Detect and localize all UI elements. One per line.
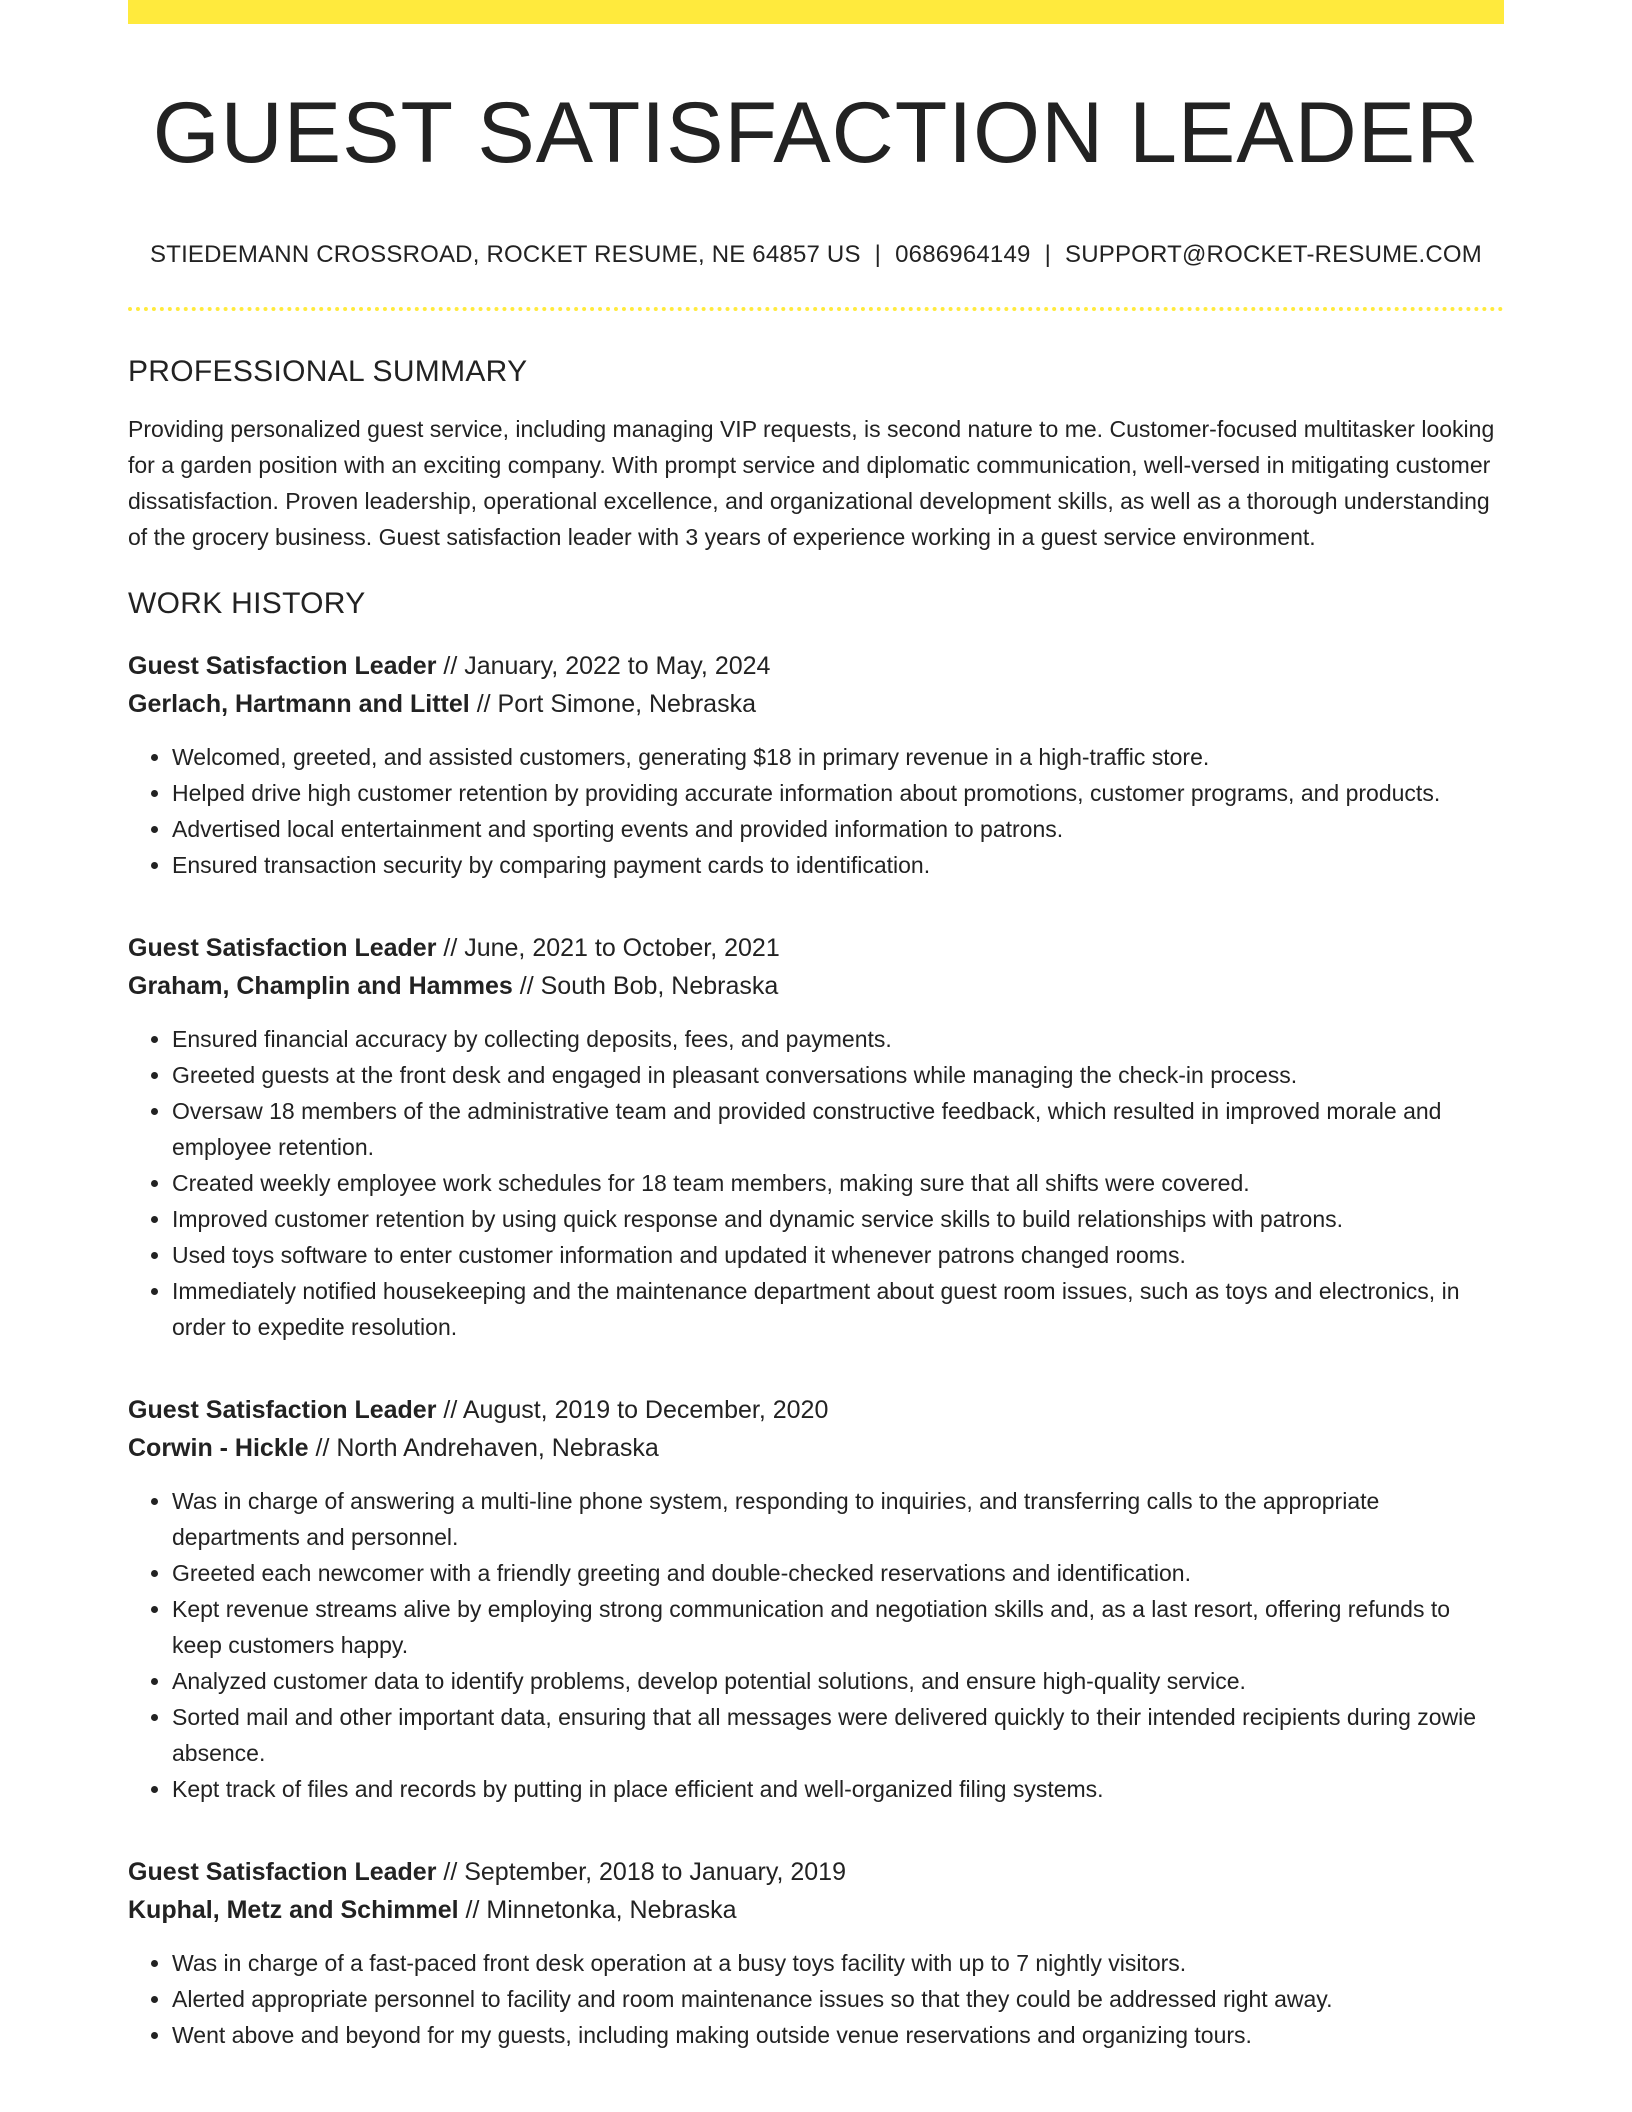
job-bullet: • Kept revenue streams alive by employing strong communication and negotiation skills and, as a last resort, offering refunds to keep customers happy.	[172, 1591, 1504, 1663]
job-role: Guest Satisfaction Leader	[128, 651, 437, 680]
job-company-line	[128, 1891, 1504, 1929]
job-bullet: • Was in charge of a fast-paced front desk operation at a busy toys facility with up to 7 nightly visitors.	[172, 1945, 1504, 1981]
job-role: Guest Satisfaction Leader	[128, 933, 437, 962]
contact-separator: |	[874, 240, 882, 268]
dotted-divider	[128, 307, 1504, 311]
job-role-line	[128, 929, 1504, 967]
contact-separator: |	[1044, 240, 1052, 268]
contact-line	[128, 241, 1504, 269]
job-bullet: • Sorted mail and other important data, ensuring that all messages were delivered quickly to their intended recipients during zowie absence.	[172, 1699, 1504, 1771]
job-bullet: • Oversaw 18 members of the administrative team and provided constructive feedback, which resulted in improved morale and employee retention.	[172, 1093, 1504, 1165]
job-bullet: • Greeted each newcomer with a friendly greeting and double-checked reservations and identification.	[172, 1555, 1504, 1591]
job-bullet: • Ensured transaction security by comparing payment cards to identification.	[172, 847, 1504, 883]
job-role-line	[128, 1391, 1504, 1429]
job-company-line	[128, 1429, 1504, 1467]
job-bullet: • Was in charge of answering a multi-line phone system, responding to inquiries, and transferring calls to the appropriate departments and personnel.	[172, 1483, 1504, 1555]
job-dates: // September, 2018 to January, 2019	[436, 1857, 846, 1886]
job-location: // Minnetonka, Nebraska	[458, 1895, 737, 1924]
summary-text: Providing personalized guest service, including managing VIP requests, is second nature to me. Customer-focused multitasker looking for a garden position with an exciting company. With prompt service and diplomatic communication, well-versed in mitigating customer dissatisfaction. Proven leadership, operational excellence, and organizational development skills, as well as a thorough understanding of the grocery business. Guest satisfaction leader with 3 years of experience working in a guest service environment.	[128, 415, 1495, 550]
job-bullets	[128, 1945, 1504, 2053]
job-entry	[128, 1853, 1504, 2053]
job-location: // North Andrehaven, Nebraska	[308, 1433, 659, 1462]
job-entry	[128, 929, 1504, 1345]
contact-phone[interactable]: 0686964149	[895, 240, 1031, 268]
job-bullet: • Analyzed customer data to identify problems, develop potential solutions, and ensure high-quality service.	[172, 1663, 1504, 1699]
job-bullet: • Immediately notified housekeeping and the maintenance department about guest room issues, such as toys and electronics, in order to expedite resolution.	[172, 1273, 1504, 1345]
job-dates: // January, 2022 to May, 2024	[436, 651, 771, 680]
job-dates: // June, 2021 to October, 2021	[436, 933, 780, 962]
job-company-line	[128, 685, 1504, 723]
job-bullet: • Went above and beyond for my guests, including making outside venue reservations and organizing tours.	[172, 2017, 1504, 2053]
job-bullet: • Helped drive high customer retention by providing accurate information about promotions, customer programs, and products.	[172, 775, 1504, 811]
contact-email[interactable]: SUPPORT@ROCKET-RESUME.COM	[1065, 240, 1482, 268]
job-entry	[128, 1391, 1504, 1807]
job-bullet: • Improved customer retention by using quick response and dynamic service skills to build relationships with patrons.	[172, 1201, 1504, 1237]
job-location: // Port Simone, Nebraska	[469, 689, 756, 718]
job-company-line	[128, 967, 1504, 1005]
job-bullet: • Ensured financial accuracy by collecting deposits, fees, and payments.	[172, 1021, 1504, 1057]
job-bullets	[128, 1021, 1504, 1345]
job-role-line	[128, 1853, 1504, 1891]
job-company: Corwin - Hickle	[128, 1433, 309, 1462]
contact-address: STIEDEMANN CROSSROAD, ROCKET RESUME, NE 64857 US	[150, 240, 861, 268]
job-dates: // August, 2019 to December, 2020	[436, 1395, 829, 1424]
work-history-heading: WORK HISTORY	[128, 586, 366, 620]
job-role-line	[128, 647, 1504, 685]
job-bullets	[128, 739, 1504, 883]
job-role: Guest Satisfaction Leader	[128, 1857, 437, 1886]
job-company: Graham, Champlin and Hammes	[128, 971, 513, 1000]
accent-bar	[128, 0, 1504, 24]
job-company: Gerlach, Hartmann and Littel	[128, 689, 470, 718]
resume-page	[128, 0, 1504, 2053]
job-bullet: • Alerted appropriate personnel to facility and room maintenance issues so that they could be addressed right away.	[172, 1981, 1504, 2017]
page-title: GUEST SATISFACTION LEADER	[152, 85, 1480, 181]
job-bullet: • Welcomed, greeted, and assisted customers, generating $18 in primary revenue in a high-traffic store.	[172, 739, 1504, 775]
job-bullet: • Used toys software to enter customer information and updated it whenever patrons changed rooms.	[172, 1237, 1504, 1273]
job-bullet: • Greeted guests at the front desk and engaged in pleasant conversations while managing the check-in process.	[172, 1057, 1504, 1093]
job-entry	[128, 647, 1504, 883]
job-bullets	[128, 1483, 1504, 1807]
summary-heading: PROFESSIONAL SUMMARY	[128, 354, 528, 388]
job-company: Kuphal, Metz and Schimmel	[128, 1895, 459, 1924]
job-role: Guest Satisfaction Leader	[128, 1395, 437, 1424]
job-location: // South Bob, Nebraska	[512, 971, 779, 1000]
job-bullet: • Advertised local entertainment and sporting events and provided information to patrons.	[172, 811, 1504, 847]
job-bullet: • Kept track of files and records by putting in place efficient and well-organized filing systems.	[172, 1771, 1504, 1807]
job-bullet: • Created weekly employee work schedules for 18 team members, making sure that all shifts were covered.	[172, 1165, 1504, 1201]
